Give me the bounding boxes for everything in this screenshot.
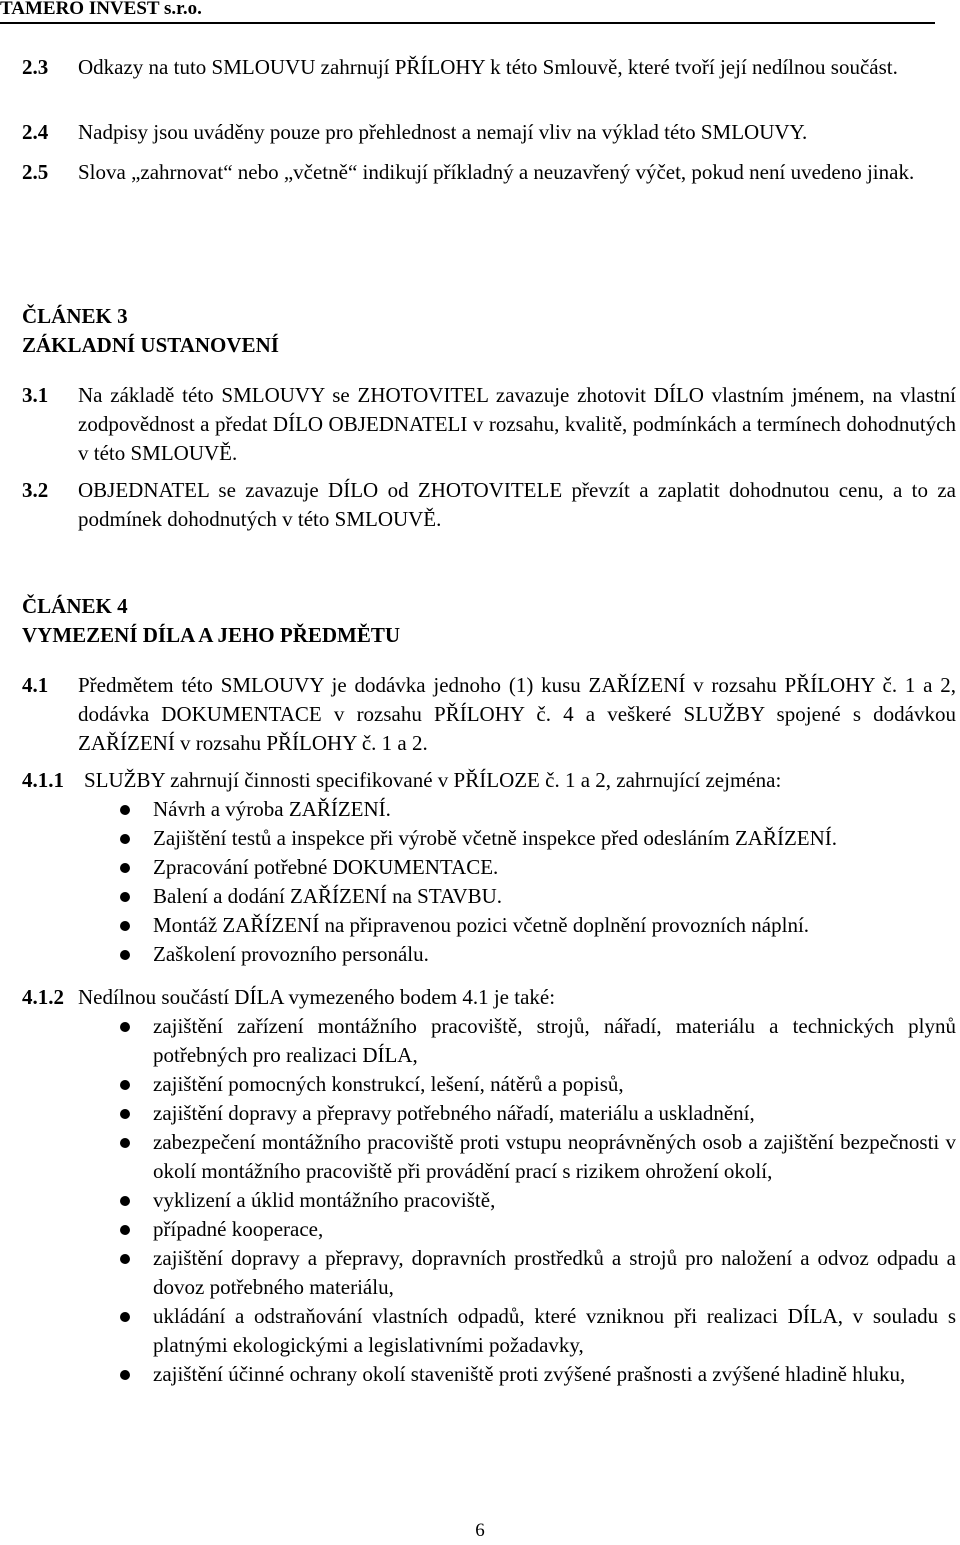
- clause-text: SLUŽBY zahrnují činnosti specifikované v PŘÍLOZE č. 1 a 2, zahrnující zejména:: [84, 768, 782, 792]
- bullet-icon: [120, 1022, 130, 1032]
- list-item-text: zajištění dopravy a přepravy, dopravních prostředků a strojů pro naložení a odvoz odpadu a dovoz potřebného materiálu,: [153, 1246, 956, 1299]
- clause-text: Nadpisy jsou uváděny pouze pro přehlednost a nemají vliv na výklad této SMLOUVY.: [78, 120, 808, 144]
- article-4-subtitle: VYMEZENÍ DÍLA A JEHO PŘEDMĚTU: [22, 623, 401, 647]
- clause-4-1-2: [22, 983, 956, 1389]
- clause-number: 4.1: [22, 673, 49, 697]
- clause-text: Předmětem této SMLOUVY je dodávka jednoho (1) kusu ZAŘÍZENÍ v rozsahu PŘÍLOHY č. 1 a 2, dodávka DOKUMENTACE v rozsahu PŘÍLOHY č. 4 a veškeré SLUŽBY spojené s dodávkou ZAŘÍZENÍ v rozsahu PŘÍLOHY č. 1 a 2.: [78, 673, 956, 755]
- clause-3-2: [22, 476, 956, 534]
- list-item: [22, 1302, 956, 1360]
- bullet-icon: [120, 1138, 130, 1148]
- list-item-text: případné kooperace,: [153, 1217, 324, 1241]
- list-item: [22, 911, 956, 940]
- article-3-title: ČLÁNEK 3: [22, 304, 128, 328]
- services-list: [22, 795, 956, 969]
- list-item-text: Montáž ZAŘÍZENÍ na připravenou pozici včetně doplnění provozních náplní.: [153, 913, 810, 937]
- clause-2-3: [22, 53, 956, 82]
- clause-number: 2.5: [22, 160, 49, 184]
- clause-3-1: [22, 381, 956, 468]
- bullet-icon: [120, 863, 130, 873]
- list-item: [22, 1128, 956, 1186]
- list-item: [22, 1244, 956, 1302]
- list-item-text: zabezpečení montážního pracoviště proti vstupu neoprávněných osob a zajištění bezpečnosti v okolí montážního pracoviště při provádění prací s rizikem ohrožení okolí,: [153, 1130, 956, 1183]
- list-item-text: Balení a dodání ZAŘÍZENÍ na STAVBU.: [153, 884, 503, 908]
- list-item: [22, 1215, 956, 1244]
- bullet-icon: [120, 1080, 130, 1090]
- clause-text: Slova „zahrnovat“ nebo „včetně“ indikují příkladný a neuzavřený výčet, pokud není uvedeno jinak.: [78, 160, 915, 184]
- bullet-icon: [120, 805, 130, 815]
- bullet-icon: [120, 1370, 130, 1380]
- list-item-text: Návrh a výroba ZAŘÍZENÍ.: [153, 797, 391, 821]
- list-item: [22, 1070, 956, 1099]
- list-item-text: Zaškolení provozního personálu.: [153, 942, 429, 966]
- clause-text: Na základě této SMLOUVY se ZHOTOVITEL zavazuje zhotovit DÍLO vlastním jménem, na vlastní zodpovědnost a předat DÍLO OBJEDNATELI v rozsahu, kvalitě, podmínkách a termínech dohodnutých v této SMLOUVĚ.: [78, 383, 956, 465]
- clause-number: 3.2: [22, 478, 49, 502]
- bullet-icon: [120, 1312, 130, 1322]
- company-header: TAMERO INVEST s.r.o.: [0, 0, 202, 19]
- bullet-icon: [120, 950, 130, 960]
- clause-2-4: [22, 118, 956, 147]
- list-item-text: zajištění pomocných konstrukcí, lešení, nátěrů a popisů,: [153, 1072, 624, 1096]
- list-item-text: ukládání a odstraňování vlastních odpadů, které vzniknou při realizaci DÍLA, v souladu s platnými ekologickými a legislativními požadavky,: [153, 1304, 956, 1357]
- clause-number: 2.3: [22, 55, 49, 79]
- bullet-icon: [120, 1225, 130, 1235]
- clause-number: 4.1.1: [22, 768, 64, 792]
- clause-text: Nedílnou součástí DÍLA vymezeného bodem 4.1 je také:: [78, 985, 556, 1009]
- clause-number: 3.1: [22, 383, 49, 407]
- clause-number: 4.1.2: [22, 985, 64, 1009]
- list-item-text: zajištění dopravy a přepravy potřebného nářadí, materiálu a uskladnění,: [153, 1101, 755, 1125]
- page-number: 6: [475, 1520, 485, 1541]
- list-item: [22, 824, 956, 853]
- header-divider: [0, 22, 935, 24]
- list-item-text: zajištění účinné ochrany okolí staveniště proti zvýšené prašnosti a zvýšené hladině hluku,: [153, 1362, 906, 1386]
- list-item: [22, 882, 956, 911]
- clause-2-5: [22, 158, 956, 187]
- list-item: [22, 1099, 956, 1128]
- clause-number: 2.4: [22, 120, 49, 144]
- clause-text: Odkazy na tuto SMLOUVU zahrnují PŘÍLOHY k této Smlouvě, které tvoří její nedílnou součást.: [78, 55, 898, 79]
- bullet-icon: [120, 1109, 130, 1119]
- bullet-icon: [120, 1196, 130, 1206]
- list-item-text: Zpracování potřebné DOKUMENTACE.: [153, 855, 499, 879]
- bullet-icon: [120, 892, 130, 902]
- bullet-icon: [120, 1254, 130, 1264]
- list-item-text: zajištění zařízení montážního pracoviště, strojů, nářadí, materiálu a technických plynů potřebných pro realizaci DÍLA,: [153, 1014, 956, 1067]
- article-4-title: ČLÁNEK 4: [22, 594, 128, 618]
- bullet-icon: [120, 834, 130, 844]
- bullet-icon: [120, 921, 130, 931]
- list-item: [22, 1360, 956, 1389]
- article-3-subtitle: ZÁKLADNÍ USTANOVENÍ: [22, 333, 279, 357]
- list-item: [22, 795, 956, 824]
- list-item: [22, 1186, 956, 1215]
- clause-4-1: [22, 671, 956, 758]
- list-item: [22, 853, 956, 882]
- list-item-text: Zajištění testů a inspekce při výrobě včetně inspekce před odesláním ZAŘÍZENÍ.: [153, 826, 838, 850]
- list-item: [22, 1012, 956, 1070]
- list-item-text: vyklizení a úklid montážního pracoviště,: [153, 1188, 496, 1212]
- list-item: [22, 940, 956, 969]
- clause-4-1-1: [22, 766, 956, 969]
- scope-list: [22, 1012, 956, 1389]
- clause-text: OBJEDNATEL se zavazuje DÍLO od ZHOTOVITELE převzít a zaplatit dohodnutou cenu, a to za podmínek dohodnutých v této SMLOUVĚ.: [78, 478, 956, 531]
